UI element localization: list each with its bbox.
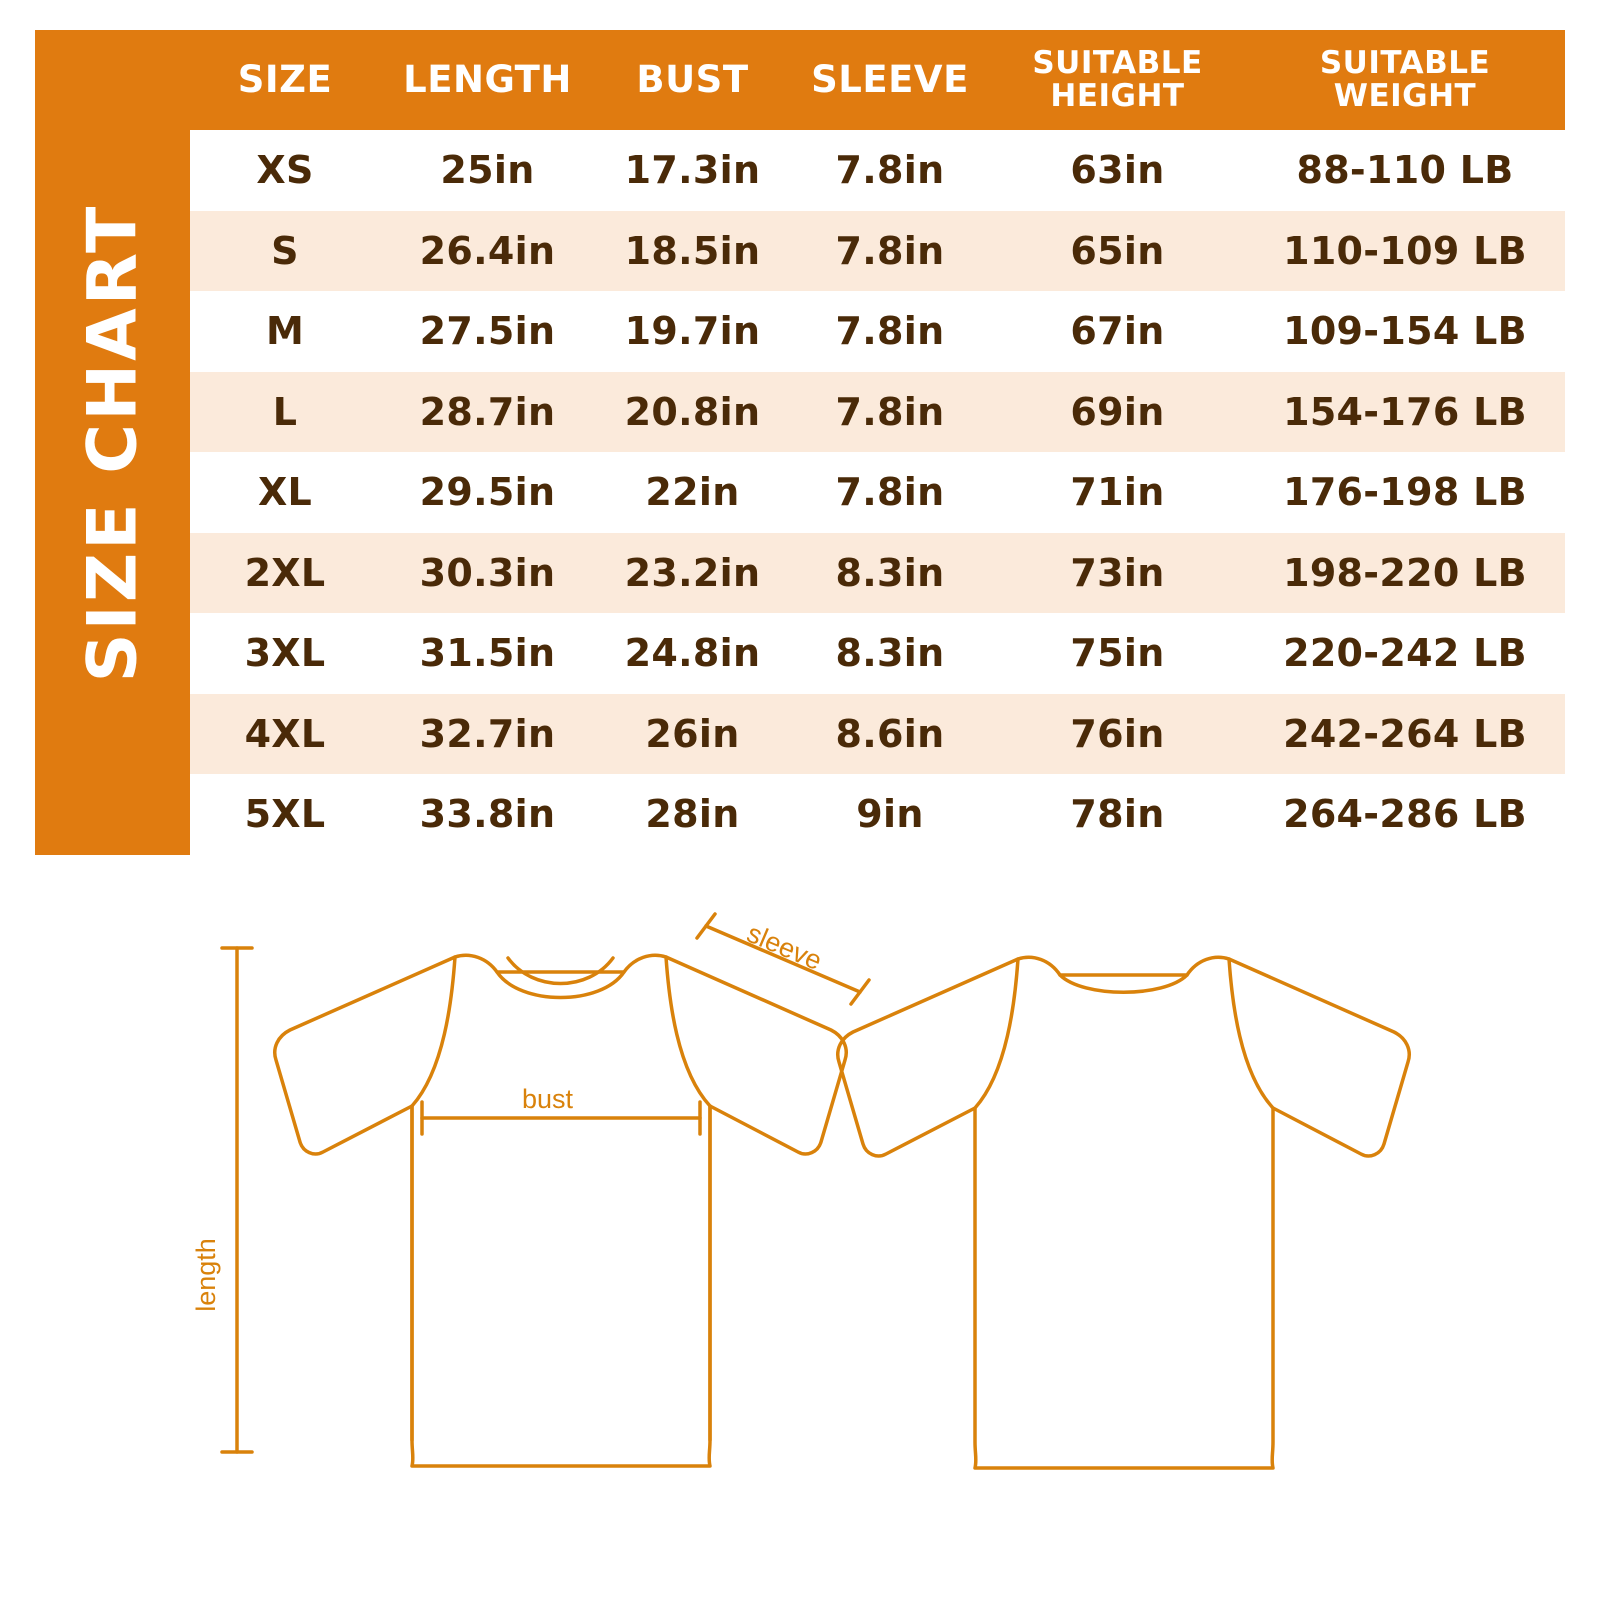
cell-size: 3XL	[244, 631, 326, 676]
cell-size: S	[271, 228, 299, 273]
cell-height: 71in	[1070, 470, 1165, 515]
cell-length: 27.5in	[419, 309, 556, 354]
cell-bust: 20.8in	[624, 389, 761, 434]
size-table	[190, 30, 1565, 855]
cell-weight: 154-176 LB	[1283, 389, 1527, 434]
cell-length: 32.7in	[419, 711, 556, 756]
cell-length: 25in	[440, 148, 535, 193]
cell-size: XL	[257, 470, 313, 515]
cell-bust: 19.7in	[624, 309, 761, 354]
cell-bust: 23.2in	[624, 550, 761, 595]
cell-bust: 18.5in	[624, 228, 761, 273]
cell-bust: 22in	[645, 470, 740, 515]
column-header-suitable-height-line1: SUITABLE	[1032, 45, 1203, 82]
cell-sleeve: 7.8in	[835, 228, 945, 273]
tshirt-back-illustration	[838, 957, 1409, 1468]
cell-bust: 17.3in	[624, 148, 761, 193]
column-header-suitable-weight-line2: WEIGHT	[1333, 78, 1477, 114]
cell-weight: 109-154 LB	[1283, 309, 1527, 354]
cell-sleeve: 9in	[856, 792, 924, 837]
cell-sleeve: 7.8in	[835, 309, 945, 354]
column-header-sleeve: SLEEVE	[811, 57, 969, 101]
cell-length: 33.8in	[419, 792, 556, 837]
table-row	[190, 130, 1565, 211]
column-header-suitable-height	[990, 47, 1245, 112]
table-row	[190, 694, 1565, 775]
table-row	[190, 452, 1565, 533]
cell-length: 31.5in	[419, 631, 556, 676]
cell-sleeve: 8.6in	[835, 711, 945, 756]
cell-sleeve: 7.8in	[835, 470, 945, 515]
cell-bust: 28in	[645, 792, 740, 837]
column-header-bust: BUST	[636, 57, 749, 101]
table-row	[190, 211, 1565, 292]
cell-sleeve: 7.8in	[835, 148, 945, 193]
cell-height: 63in	[1070, 148, 1165, 193]
cell-size: M	[265, 309, 305, 354]
cell-size: 4XL	[244, 711, 326, 756]
cell-weight: 264-286 LB	[1283, 792, 1527, 837]
cell-length: 29.5in	[419, 470, 556, 515]
cell-length: 28.7in	[419, 389, 556, 434]
column-header-suitable-weight-line1: SUITABLE	[1319, 45, 1491, 82]
cell-sleeve: 8.3in	[835, 550, 945, 595]
page-title: SIZE CHART	[73, 203, 152, 682]
table-row	[190, 613, 1565, 694]
column-header-size: SIZE	[237, 57, 333, 101]
chart-title-sidebar	[35, 30, 190, 855]
cell-height: 75in	[1070, 631, 1165, 676]
table-row	[190, 774, 1565, 855]
cell-weight: 220-242 LB	[1283, 631, 1527, 676]
measurement-diagram	[0, 880, 1600, 1580]
cell-height: 69in	[1070, 389, 1165, 434]
cell-weight: 110-109 LB	[1283, 228, 1527, 273]
cell-bust: 26in	[645, 711, 740, 756]
cell-weight: 88-110 LB	[1296, 148, 1514, 193]
table-row	[190, 372, 1565, 453]
tshirt-front-illustration	[275, 955, 846, 1466]
cell-height: 76in	[1070, 711, 1165, 756]
cell-sleeve: 7.8in	[835, 389, 945, 434]
table-header-row	[190, 30, 1565, 130]
bust-label: bust	[522, 1084, 574, 1114]
cell-weight: 198-220 LB	[1283, 550, 1527, 595]
cell-sleeve: 8.3in	[835, 631, 945, 676]
column-header-length: LENGTH	[403, 57, 572, 101]
cell-weight: 176-198 LB	[1283, 470, 1527, 515]
cell-height: 78in	[1070, 792, 1165, 837]
cell-size: XS	[256, 148, 314, 193]
sleeve-label: sleeve	[742, 917, 827, 977]
cell-weight: 242-264 LB	[1283, 711, 1527, 756]
cell-height: 65in	[1070, 228, 1165, 273]
column-header-suitable-height-line2: HEIGHT	[1050, 78, 1185, 114]
cell-size: 2XL	[244, 550, 326, 595]
cell-size: L	[272, 389, 298, 434]
length-dimension	[222, 948, 252, 1452]
column-header-suitable-weight	[1245, 47, 1565, 112]
cell-size: 5XL	[244, 792, 326, 837]
cell-length: 26.4in	[419, 228, 556, 273]
cell-height: 73in	[1070, 550, 1165, 595]
table-row	[190, 533, 1565, 614]
cell-bust: 24.8in	[624, 631, 761, 676]
cell-height: 67in	[1070, 309, 1165, 354]
table-row	[190, 291, 1565, 372]
length-label: length	[191, 1238, 221, 1312]
cell-length: 30.3in	[419, 550, 556, 595]
size-chart-table-block	[35, 30, 1565, 855]
